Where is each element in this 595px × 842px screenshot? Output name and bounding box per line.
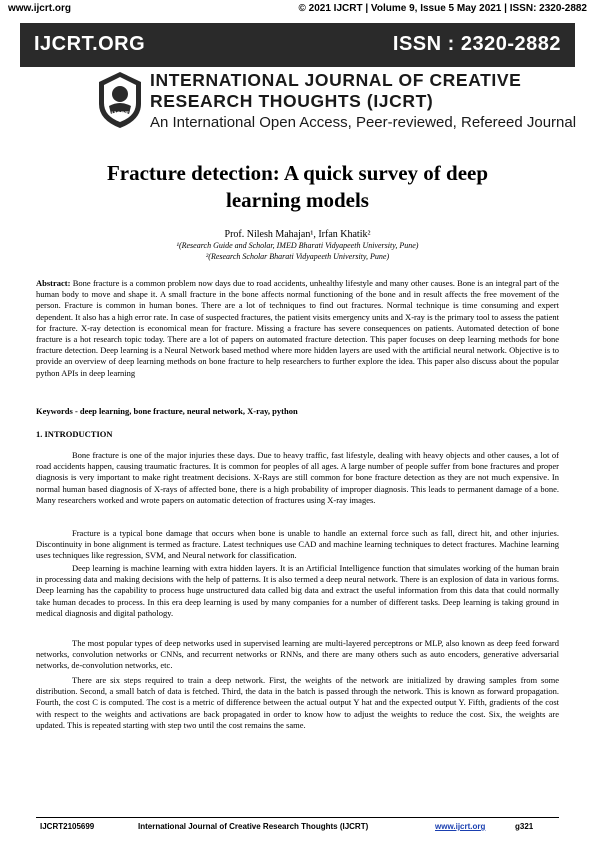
intro-paragraph-5: There are six steps required to train a deep network. First, the weights of the network are initialized by drawing samples from some distribution. Second, a small batch of data is fetched. Third, the data in the batch is passed through the network. This is known as forward propagation. Fourth, the cost C is computed. The cost is a metric of difference between the actual output Y hat and the expected output Y. Fifth, gradients of the cost with respect to the weights and activations are back propagated in order to know how to adjust the weights to reduce the cost. Six, the weights are updated. This is repeated starting with step two until the cost remains the same. [36,675,559,730]
abstract-label: Abstract: [36,278,71,288]
header-site: www.ijcrt.org [8,3,71,14]
affiliation-1: ¹(Research Guide and Scholar, IMED Bharati Vidyapeeth University, Pune) [176,241,419,250]
logo-text: IJCRT [111,112,129,118]
footer-url-link[interactable]: www.ijcrt.org [435,822,486,831]
paper-title [40,160,555,214]
abstract [36,278,559,379]
intro-paragraph-1: Bone fracture is one of the major injuries these days. Due to heavy traffic, fast lifestyle, dealing with heavy objects and other causes, a lot of road accidents happen, causing traumatic fractures. It is common for peoples of all ages. A large number of people suffer from bone fractures and proper diagnosis is very important to make right treatment decisions. X-Rays are still common for bone fracture detection as they are not much expensive. In normal human based diagnosis of X-rays of affected bone, there is a high probability of improper diagnosis. This leads to permanent damage of a bone. Many researchers worked and wrote papers on automatic detection of fractures using X-ray images. [36,450,559,505]
keywords: Keywords - deep learning, bone fracture, neural network, X-ray, python [36,406,298,416]
affiliation-2: ²(Research Scholar Bharati Vidyapeeth University, Pune) [205,252,390,261]
journal-logo [95,70,145,130]
banner-site: IJCRT.ORG [34,33,146,55]
section-heading: 1. INTRODUCTION [36,429,113,439]
banner-issn: ISSN : 2320-2882 [392,33,561,55]
intro-paragraph-3: Deep learning is machine learning with extra hidden layers. It is an Artificial Intelligence function that simulates working of the human brain in processing data and making decisions with the help of patterns. It is also termed a deep neural network. There is an explosion of data in various forms. Deep learning has the capability to process huge unstructured data called big data and extract the useful information from this data that could normally take human decades to process. In this era deep learning is used by many companies for a number of different tasks. Deep learning is taking ground in medical diagnosis and digital pathology. [36,563,559,618]
footer-page-number: g321 [515,822,534,831]
intro-paragraph-4: The most popular types of deep networks used in supervised learning are multi-layered perceptrons or MLP, also known as deep feed forward networks, convolution networks or CNNs, and recurrent networks or RNNs, and there are many others such as auto encoders, generative adversarial networks, de-convolution networks, etc. [36,638,559,671]
footer-paper-id: IJCRT2105699 [40,822,95,831]
paper-title-line1: Fracture detection: A quick survey of deep [106,161,489,185]
footer-journal: International Journal of Creative Research Thoughts (IJCRT) [138,822,369,831]
intro-paragraph-2: Fracture is a typical bone damage that occurs when bone is unable to handle an external force such as fall, direct hit, and other injuries. Discontinuity in bone alignment is termed as fracture. Latest techniques use CAD and machine learning techniques to detect fractures. Machine learning uses techniques like regression, SVM, and Neural network for classification. [36,528,559,561]
authors: Prof. Nilesh Mahajan¹, Irfan Khatik² [224,229,371,240]
journal-title-line1: INTERNATIONAL JOURNAL OF CREATIVE [150,70,522,90]
header-info: © 2021 IJCRT | Volume 9, Issue 5 May 2021 | ISSN: 2320-2882 [298,3,587,14]
abstract-text: Bone fracture is a common problem now days due to road accidents, unhealthy lifestyle and many other causes. Bone is an integral part of the human body to move and shape it. A small fracture in the bone affects normal functioning of the bone and in result affects the free movement of the person. Fracture is common in human bones. There are a lot of techniques to find out fractures. Normal technique is time consuming and expert dependent. It also has a high error rate. In case of suspected fractures, the patient visits emergency units and X-ray is the primary tool to assess the patient for fracture. X-ray detection is economical mean for fracture. Missing a fracture has severe consequences on patients. Automated detection of bone fracture is a hot research topic today. There are a lot of papers on automated fracture detection. This paper focuses on deep learning methods for bone fracture detection. Deep learning is a Neural Network based method where more hidden layers are used with the artificial neural network. Objective is to provide an overview of deep learning methods on bone fracture to help researchers to further explore the idea. This paper also discuss about the popular python APIs in deep learning [36,278,559,378]
footer-divider [36,817,559,818]
journal-subtitle: An International Open Access, Peer-reviewed, Refereed Journal [150,114,577,131]
journal-banner [20,23,575,67]
paper-title-line2: learning models [226,188,369,212]
journal-title-line2: RESEARCH THOUGHTS (IJCRT) [150,91,434,111]
